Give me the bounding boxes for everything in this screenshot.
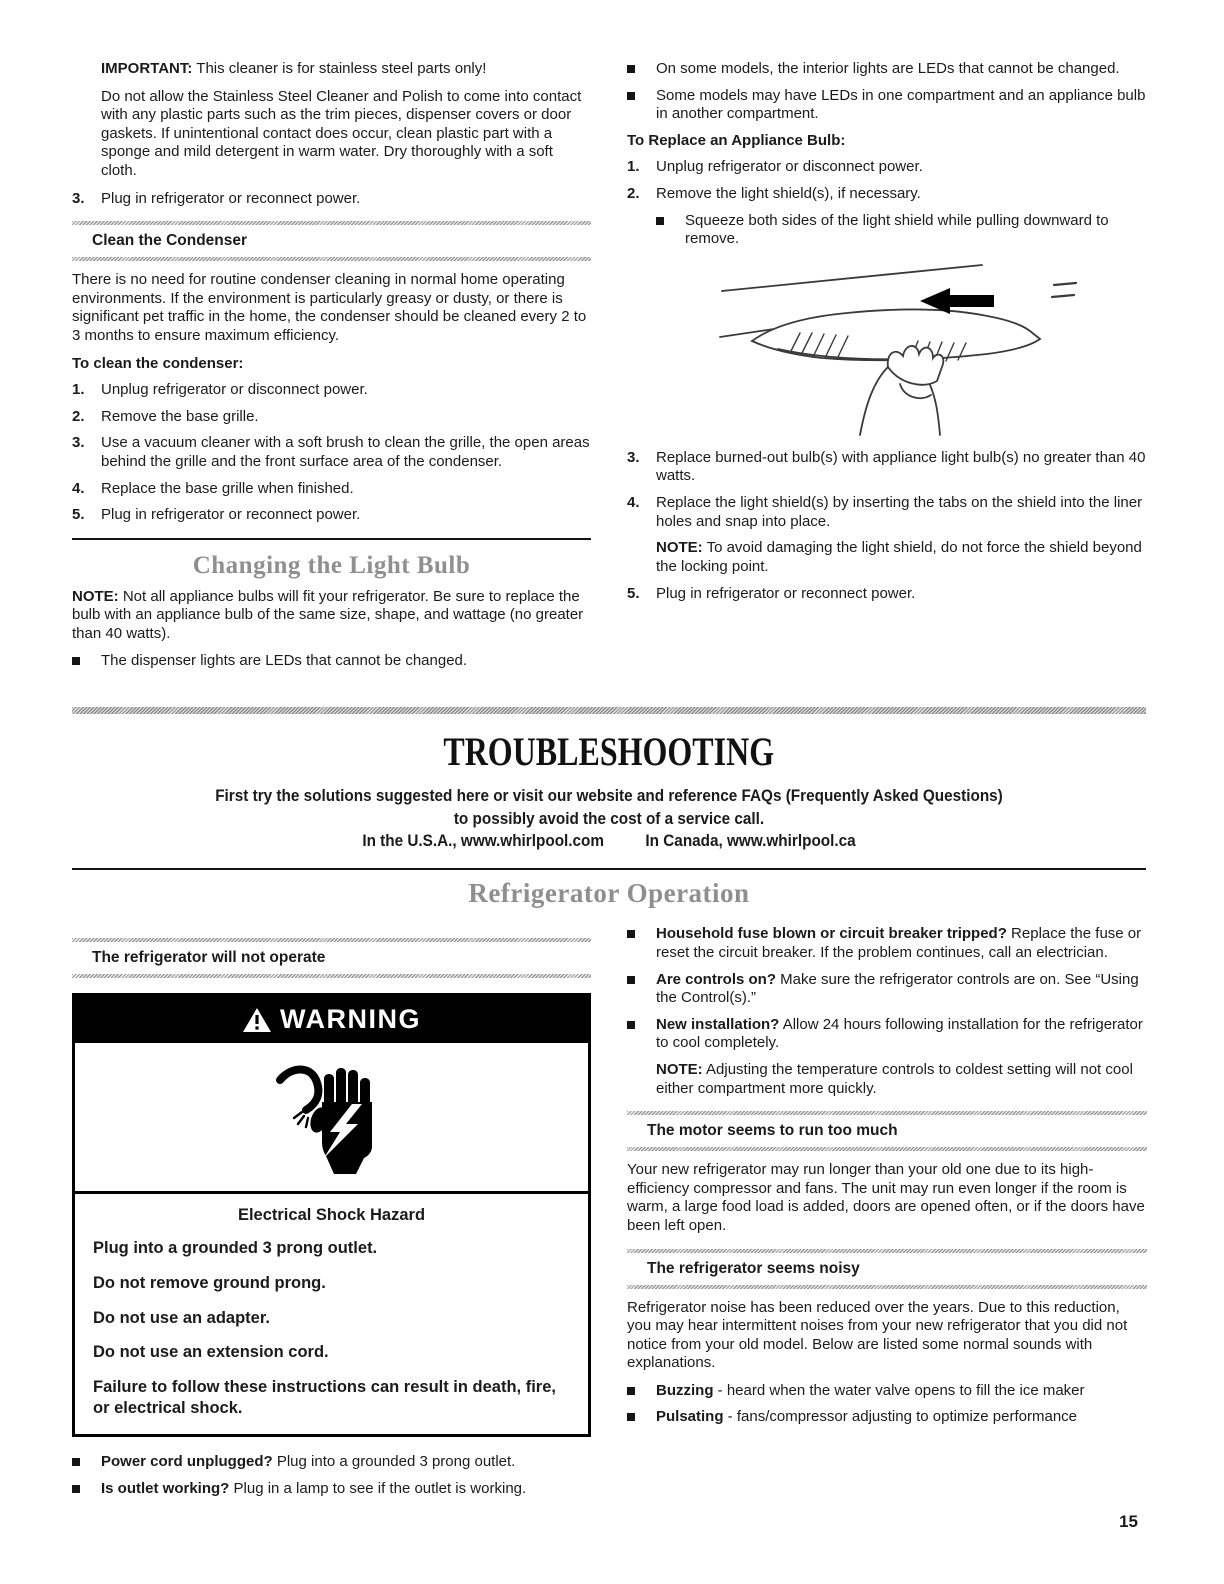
usa-website-text: In the U.S.A., www.whirlpool.com	[362, 830, 605, 850]
replace-bulb-subhead: To Replace an Appliance Bulb:	[627, 131, 846, 149]
warning-line: Plug into a grounded 3 prong outlet.	[93, 1239, 378, 1258]
bullet-item: Pulsating - fans/compressor adjusting to optimize performance	[627, 1408, 1147, 1427]
square-bullet-icon	[656, 212, 685, 249]
bullet-item: Some models may have LEDs in one compartment and an appliance bulb in another compartment.	[627, 87, 1147, 124]
numbered-step: 3. Use a vacuum cleaner with a soft brush to clean the grille, the open areas behind the grille and the front surface area of the condenser.	[72, 434, 590, 470]
maintenance-left-column	[72, 60, 591, 679]
stipple-rule	[72, 257, 591, 261]
numbered-step: 2. Remove the base grille.	[72, 407, 259, 425]
section-header-will-not-operate	[72, 938, 591, 978]
numbered-step: 4. Replace the base grille when finished.	[72, 479, 354, 497]
section-header-clean-condenser	[72, 221, 591, 261]
condenser-intro: There is no need for routine condenser cleaning in normal home operating environments. If the environment is particularly greasy or dusty, or there is significant pet traffic in the home, the condenser should be cleaned every 2 to 3 months to ensure maximum efficiency.	[72, 271, 587, 344]
numbered-step: 3. Plug in refrigerator or reconnect power.	[72, 189, 361, 207]
square-bullet-icon	[627, 971, 656, 1008]
light-shield-illustration	[682, 257, 1092, 437]
thin-rule	[72, 868, 1146, 870]
important-text: This cleaner is for stainless steel parts only!	[192, 60, 487, 77]
stipple-rule	[627, 1285, 1147, 1289]
maintenance-section	[72, 60, 1146, 679]
square-bullet-icon	[627, 1408, 656, 1427]
section-header-label: The refrigerator will not operate	[92, 949, 326, 967]
operation-right-column	[627, 925, 1147, 1506]
square-bullet-icon	[627, 87, 656, 124]
warning-line: Failure to follow these instructions can result in death, fire, or electrical shock.	[93, 1377, 556, 1417]
bulb-note: NOTE: Not all appliance bulbs will fit your refrigerator. Be sure to replace the bulb with an appliance bulb of the same size, shape, and wattage (no greater than 40 watts).	[72, 587, 584, 642]
numbered-step: 5. Plug in refrigerator or reconnect power.	[627, 585, 916, 603]
condenser-subhead: To clean the condenser:	[72, 354, 244, 372]
warning-text-area	[75, 1194, 588, 1434]
subtitle-line-3	[126, 830, 1093, 852]
bullet-item: Power cord unplugged? Plug into a grounded 3 prong outlet.	[72, 1453, 591, 1472]
square-bullet-icon	[627, 1016, 656, 1053]
bullet-item: Squeeze both sides of the light shield while pulling downward to remove.	[656, 212, 1147, 249]
page-number: 15	[1119, 1512, 1138, 1531]
canada-website-text: In Canada, www.whirlpool.ca	[645, 830, 856, 850]
operation-left-column	[72, 925, 591, 1506]
important-label: IMPORTANT:	[101, 60, 193, 77]
numbered-step: 1. Unplug refrigerator or disconnect power.	[72, 381, 368, 399]
warning-banner	[75, 996, 588, 1043]
numbered-step: 2. Remove the light shield(s), if necessary.	[627, 184, 921, 202]
bullet-item: New installation? Allow 24 hours following installation for the refrigerator to cool completely.	[627, 1016, 1147, 1053]
section-header-label: Clean the Condenser	[92, 232, 248, 250]
warning-triangle-icon	[242, 1007, 272, 1033]
square-bullet-icon	[72, 1453, 101, 1472]
subtitle-line-1: First try the solutions suggested here or visit our website and reference FAQs (Frequently Asked Questions)	[215, 786, 1003, 806]
stipple-rule	[627, 1147, 1147, 1151]
warning-title: WARNING	[280, 1004, 421, 1035]
troubleshooting-subtitle	[72, 785, 1146, 852]
numbered-step: 4. Replace the light shield(s) by inserting the tabs on the shield into the liner holes and snap into place.	[627, 493, 1143, 530]
motor-runs-paragraph: Your new refrigerator may run longer than your old one due to its high-efficiency compressor and fans. The unit may run even longer if the room is warm, a large food load is added, doors are opened often, or if the doors have been left open.	[627, 1161, 1145, 1234]
refrigerator-operation-heading: Refrigerator Operation	[468, 878, 750, 909]
numbered-step: 5. Plug in refrigerator or reconnect power.	[72, 506, 361, 524]
stainless-paragraph: Do not allow the Stainless Steel Cleaner and Polish to come into contact with any plastic parts such as the trim pieces, dispenser covers or door gaskets. If unintentional contact does occur, clean plastic part with a sponge and mild detergent in warm water. Dry thoroughly with a soft cloth.	[101, 87, 582, 179]
square-bullet-icon	[627, 60, 656, 79]
numbered-step: 3. Replace burned-out bulb(s) with appliance light bulb(s) no greater than 40 watts.	[627, 448, 1146, 485]
shield-note: NOTE: To avoid damaging the light shield, do not force the shield beyond the locking point.	[656, 539, 1142, 575]
changing-light-bulb-heading: Changing the Light Bulb	[192, 551, 471, 579]
bullet-item: On some models, the interior lights are LEDs that cannot be changed.	[627, 60, 1147, 79]
hazard-title: Electrical Shock Hazard	[237, 1206, 426, 1225]
warning-line: Do not use an adapter.	[93, 1308, 270, 1327]
square-bullet-icon	[72, 1480, 101, 1499]
bullet-item: Are controls on? Make sure the refrigerator controls are on. See “Using the Control(s).”	[627, 971, 1147, 1008]
noisy-paragraph: Refrigerator noise has been reduced over the years. Due to this reduction, you may hear intermittent noises from your new refrigerator that you did not notice from your old model. Below are listed some normal sounds with explanations.	[627, 1298, 1128, 1372]
stipple-rule	[72, 974, 591, 978]
thin-rule	[72, 538, 591, 540]
warning-line: Do not remove ground prong.	[93, 1274, 326, 1292]
warning-box	[72, 993, 591, 1437]
thick-stipple-divider	[72, 707, 1146, 714]
section-header-label: The refrigerator seems noisy	[647, 1259, 860, 1277]
bullet-item: The dispenser lights are LEDs that cannot be changed.	[72, 652, 591, 671]
section-header-noisy	[627, 1249, 1147, 1289]
bullet-item: Buzzing - heard when the water valve opens to fill the ice maker	[627, 1382, 1147, 1401]
subtitle-line-2: to possibly avoid the cost of a service call.	[453, 808, 765, 828]
warning-icon-area	[75, 1043, 588, 1194]
warning-line: Do not use an extension cord.	[93, 1343, 329, 1362]
square-bullet-icon	[627, 925, 656, 962]
electrical-shock-icon	[272, 1058, 392, 1176]
temperature-note: NOTE: Adjusting the temperature controls to coldest setting will not cool either compartment more quickly.	[656, 1060, 1133, 1097]
troubleshooting-title: TROUBLESHOOTING	[443, 729, 775, 775]
bullet-item: Household fuse blown or circuit breaker tripped? Replace the fuse or reset the circuit breaker. If the problem continues, call an electrician.	[627, 925, 1147, 962]
bullet-item: Is outlet working? Plug in a lamp to see if the outlet is working.	[72, 1480, 591, 1499]
section-header-label: The motor seems to run too much	[647, 1122, 898, 1140]
operation-section	[72, 925, 1146, 1506]
section-header-motor-runs	[627, 1111, 1147, 1151]
important-note	[101, 60, 591, 79]
maintenance-right-column	[627, 60, 1147, 679]
square-bullet-icon	[72, 652, 101, 671]
numbered-step: 1. Unplug refrigerator or disconnect power.	[627, 158, 923, 176]
square-bullet-icon	[627, 1382, 656, 1401]
